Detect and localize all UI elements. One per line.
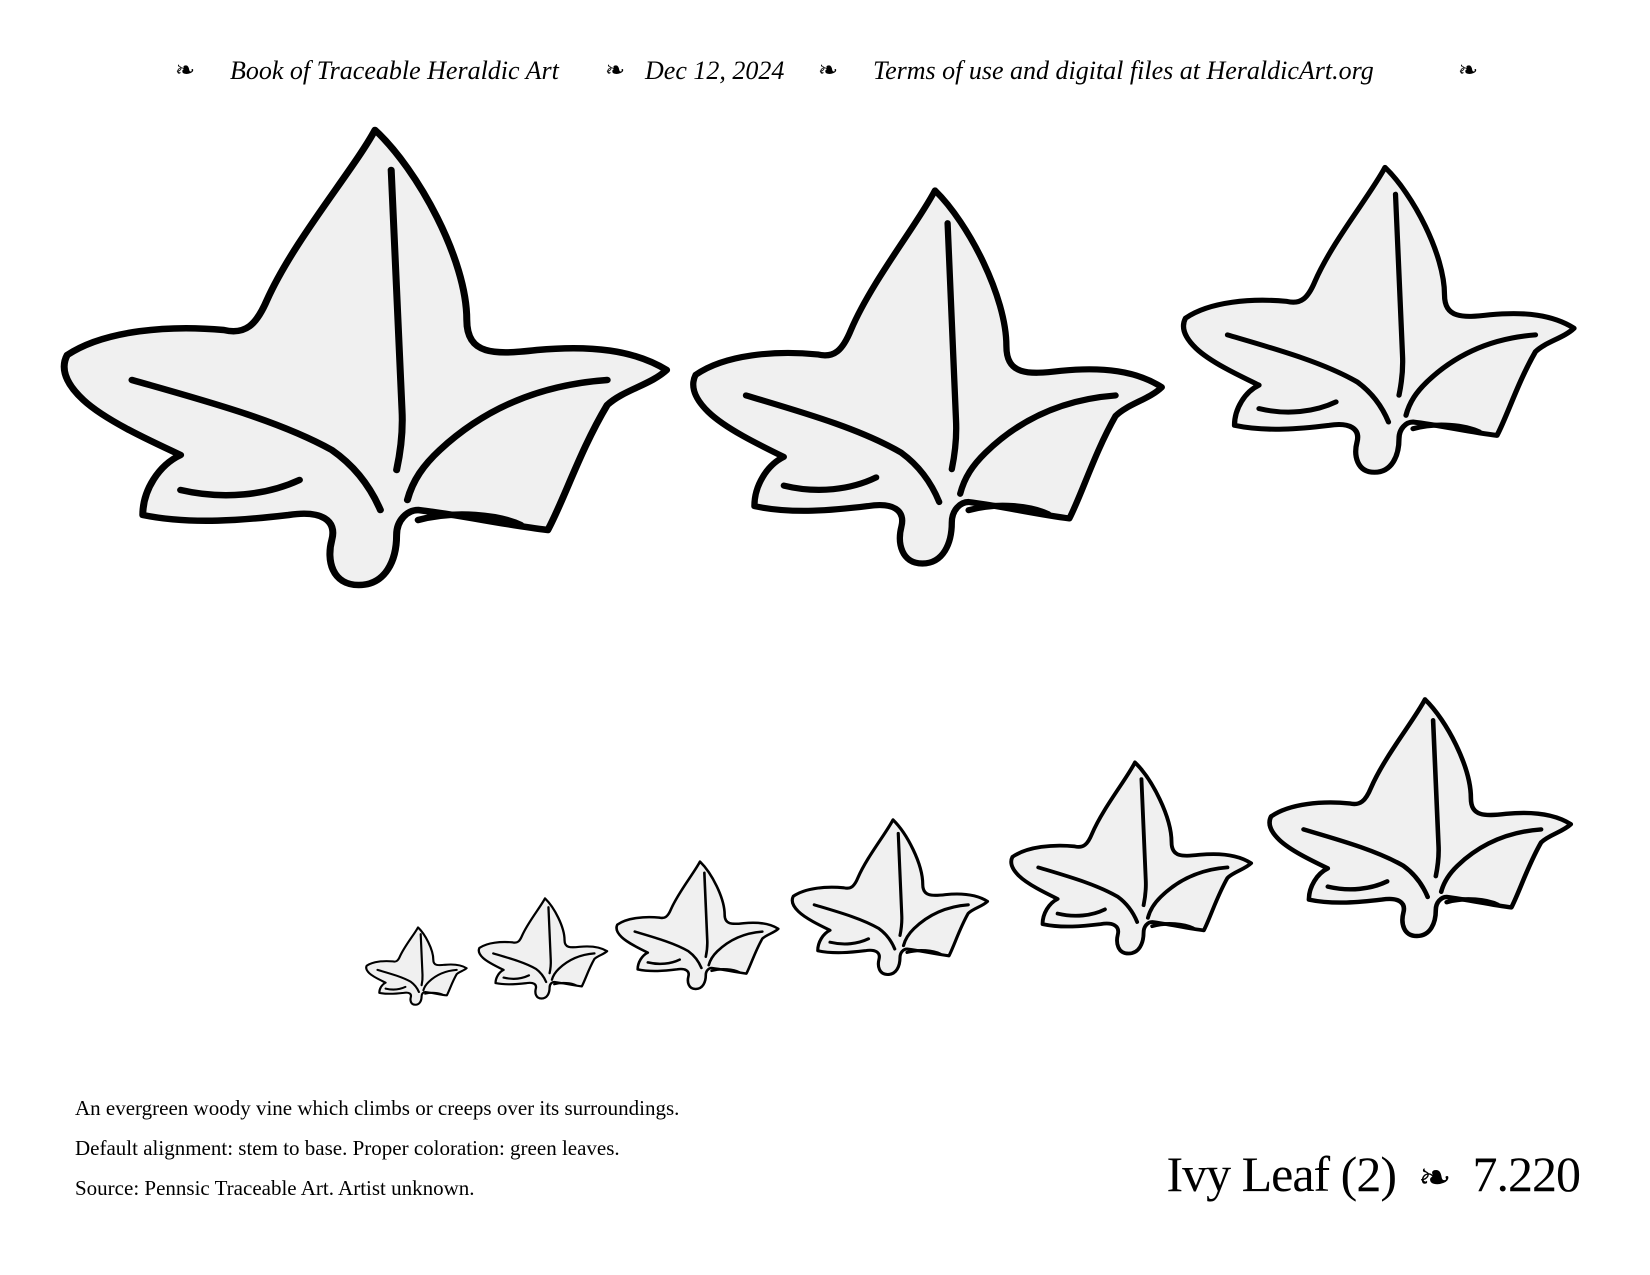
ivy-leaf-icon-large-1 bbox=[64, 130, 666, 585]
fleuron-icon: ❧ bbox=[1417, 1155, 1451, 1200]
ivy-leaf-icon-large-3 bbox=[1184, 167, 1574, 472]
ivy-leaf-icon-small-1 bbox=[366, 927, 466, 1004]
description-line: An evergreen woody vine which climbs or creeps over its surroundings. bbox=[75, 1096, 680, 1120]
ivy-leaf-icon-small-6 bbox=[1270, 699, 1571, 936]
fleuron-icon: ❧ bbox=[605, 58, 626, 84]
ivy-leaf-icon-large-2 bbox=[693, 190, 1162, 563]
ivy-leaf-icon-small-4 bbox=[792, 820, 987, 975]
plate-title bbox=[1166, 1145, 1580, 1203]
ivy-leaf-icon-small-5 bbox=[1011, 762, 1251, 953]
fleuron-icon: ❧ bbox=[1458, 58, 1479, 84]
fleuron-icon: ❧ bbox=[818, 58, 839, 84]
ivy-leaf-icon-small-3 bbox=[617, 862, 779, 989]
ivy-leaf-icon-small-2 bbox=[479, 898, 607, 998]
description-line: Default alignment: stem to base. Proper coloration: green leaves. bbox=[75, 1136, 620, 1160]
book-title: Book of Traceable Heraldic Art bbox=[230, 56, 559, 85]
description-line: Source: Pennsic Traceable Art. Artist unknown. bbox=[75, 1176, 475, 1200]
terms-link[interactable]: Terms of use and digital files at HeraldicArt.org bbox=[873, 56, 1374, 85]
fleuron-icon: ❧ bbox=[175, 58, 196, 84]
plate-number: 7.220 bbox=[1472, 1146, 1580, 1202]
charge-name: Ivy Leaf (2) bbox=[1166, 1146, 1396, 1202]
description bbox=[75, 1088, 679, 1208]
header-date: Dec 12, 2024 bbox=[645, 56, 785, 85]
